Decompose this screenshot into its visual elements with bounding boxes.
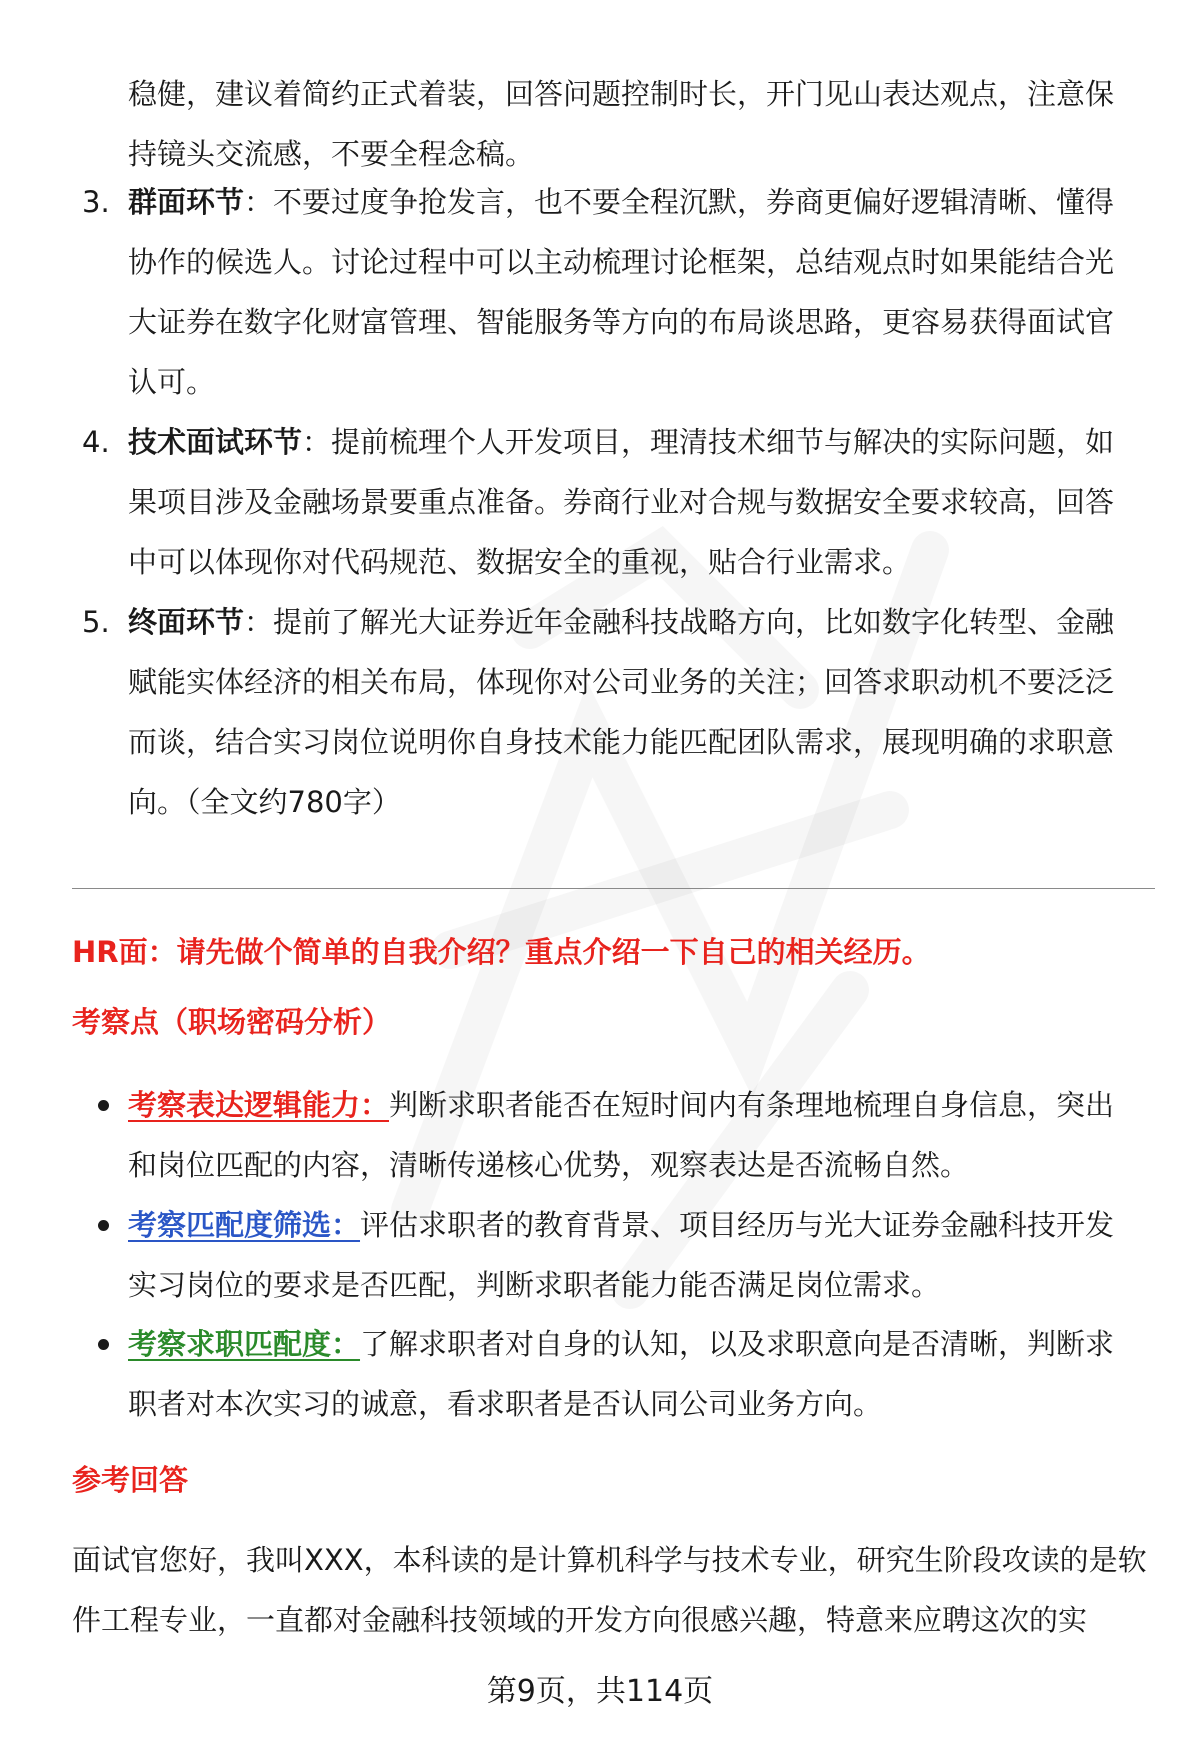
exam-bullet-3 — [128, 1314, 1138, 1434]
numbered-item-4 — [128, 412, 1138, 592]
item-body: 不要过度争抢发言，也不要全程沉默，券商更偏好逻辑清晰、懂得协作的候选人。讨论过程中可以主动梳理讨论框架，总结观点时如果能结合光大证券在数字化财富管理、智能服务等方向的布局谈思路，更容易获得面试官认可。 — [128, 185, 1115, 399]
bullet-key: 考察匹配度筛选： — [128, 1208, 361, 1242]
reference-answer-text: 面试官您好，我叫XXX，本科读的是计算机科学与技术专业，研究生阶段攻读的是软件工程专业，一直都对金融科技领域的开发方向很感兴趣，特意来应聘这次的实 — [72, 1543, 1147, 1637]
bullet-body: 判断求职者能否在短时间内有条理地梳理自身信息，突出和岗位匹配的内容，清晰传递核心优势，观察表达是否流畅自然。 — [128, 1088, 1115, 1182]
bullet-dot — [98, 1100, 109, 1111]
item-2-continuation: 稳健，建议着简约正式着装，回答问题控制时长，开门见山表达观点，注意保持镜头交流感，不要全程念稿。 — [128, 77, 1115, 171]
page-number: 第9页，共114页 — [486, 1674, 714, 1709]
item-title: 终面环节 — [128, 605, 245, 639]
numbered-item-3 — [128, 172, 1138, 412]
reference-answer-heading: 参考回答 — [72, 1463, 189, 1497]
item-number-4: 4. — [82, 425, 110, 459]
item-title: 群面环节 — [128, 185, 245, 219]
item-number-3: 3. — [82, 185, 110, 219]
item-colon: ： — [244, 185, 274, 219]
bullet-key: 考察表达逻辑能力： — [128, 1088, 390, 1122]
exam-bullet-1 — [128, 1075, 1138, 1195]
numbered-item-5 — [128, 592, 1138, 832]
exam-points-heading: 考察点（职场密码分析） — [72, 1005, 392, 1039]
exam-bullet-2 — [128, 1195, 1138, 1315]
section-divider — [72, 888, 1155, 889]
item-colon: ： — [302, 425, 332, 459]
item-number-5: 5. — [82, 605, 110, 639]
hr-question-heading: HR面：请先做个简单的自我介绍？重点介绍一下自己的相关经历。 — [72, 935, 931, 969]
item-body: 提前了解光大证券近年金融科技战略方向，比如数字化转型、金融赋能实体经济的相关布局，体现你对公司业务的关注；回答求职动机不要泛泛而谈，结合实习岗位说明你自身技术能力能匹配团队需求，展现明确的求职意向。（全文约780字） — [128, 605, 1115, 819]
item-title: 技术面试环节 — [128, 425, 303, 459]
item-colon: ： — [244, 605, 274, 639]
bullet-body: 了解求职者对自身的认知，以及求职意向是否清晰，判断求职者对本次实习的诚意，看求职者是否认同公司业务方向。 — [128, 1327, 1115, 1421]
bullet-dot — [98, 1339, 109, 1350]
item-body: 提前梳理个人开发项目，理清技术细节与解决的实际问题，如果项目涉及金融场景要重点准备。券商行业对合规与数据安全要求较高，回答中可以体现你对代码规范、数据安全的重视，贴合行业需求。 — [128, 425, 1115, 579]
bullet-body: 评估求职者的教育背景、项目经历与光大证券金融科技开发实习岗位的要求是否匹配，判断求职者能力能否满足岗位需求。 — [128, 1208, 1115, 1302]
bullet-key: 考察求职匹配度： — [128, 1327, 361, 1361]
bullet-dot — [98, 1220, 109, 1231]
